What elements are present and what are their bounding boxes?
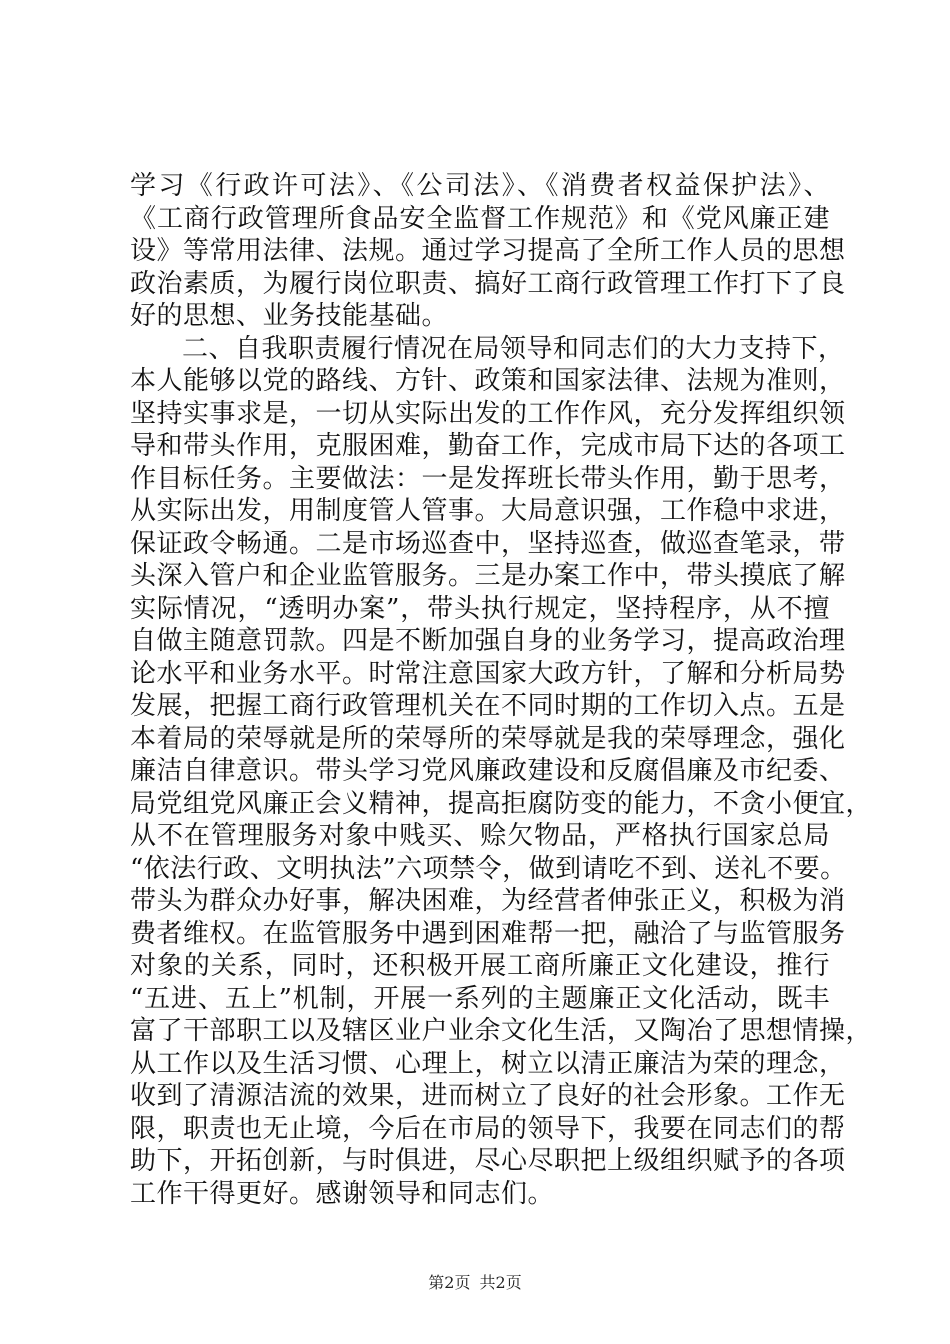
text-line: 学习《行政许可法》、《公司法》、《消费者权益保护法》、 — [130, 171, 830, 201]
text-line: 论水平和业务水平。时常注意国家大政方针，了解和分析局势 — [130, 658, 846, 689]
text-line: 发展，把握工商行政管理机关在不同时期的工作切入点。五是 — [130, 691, 846, 721]
text-line: 富了干部职工以及辖区业户业余文化生活，又陶冶了思想情操， — [130, 1016, 873, 1046]
text-line: 从不在管理服务对象中贱买、赊欠物品，严格执行国家总局 — [130, 821, 830, 851]
text-line: 局党组党风廉正会义精神，提高拒腐防变的能力，不贪小便宜， — [130, 788, 873, 819]
text-line: 自做主随意罚款。四是不断加强自身的业务学习，提高政治理 — [130, 626, 846, 656]
text-line: 从实际出发，用制度管人管事。大局意识强，工作稳中求进， — [130, 496, 846, 526]
text-line: 二、自我职责履行情况在局领导和同志们的大力支持下， — [182, 333, 845, 364]
text-line: 本人能够以党的路线、方针、政策和国家法律、法规为准则， — [130, 366, 846, 396]
text-line: “五进、五上”机制，开展一系列的主题廉正文化活动，既丰 — [130, 983, 830, 1014]
text-line: 带头为群众办好事，解决困难，为经营者伸张正义，积极为消 — [130, 886, 846, 916]
page-total: 共2页 — [479, 1273, 522, 1292]
text-line: 作目标任务。主要做法：一是发挥班长带头作用，勤于思考， — [130, 463, 846, 494]
text-line: 保证政令畅通。二是市场巡查中，坚持巡查，做巡查笔录，带 — [130, 528, 846, 559]
document-body — [130, 170, 873, 1210]
text-line: 工作干得更好。感谢领导和同志们。 — [130, 1178, 555, 1209]
text-line: 《工商行政管理所食品安全监督工作规范》和《党风廉正建 — [130, 203, 830, 234]
text-line: 导和带头作用，克服困难，勤奋工作，完成市局下达的各项工 — [130, 431, 846, 461]
text-line: 设》等常用法律、法规。通过学习提高了全所工作人员的思想 — [130, 236, 846, 266]
text-line: 头深入管户和企业监管服务。三是办案工作中，带头摸底了解 — [130, 561, 846, 591]
page-number: 第2页 — [428, 1273, 471, 1292]
text-line: 助下，开拓创新，与时俱进，尽心尽职把上级组织赋予的各项 — [130, 1146, 846, 1176]
text-line: 好的思想、业务技能基础。 — [130, 301, 449, 331]
text-line: 限，职责也无止境，今后在市局的领导下，我要在同志们的帮 — [130, 1113, 846, 1144]
text-line: 从工作以及生活习惯、心理上，树立以清正廉洁为荣的理念， — [130, 1048, 846, 1079]
text-line: “依法行政、文明执法”六项禁令，做到请吃不到、送礼不要。 — [130, 853, 847, 884]
text-line: 本着局的荣辱就是所的荣辱所的荣辱就是我的荣辱理念，强化 — [130, 723, 846, 754]
page-footer — [0, 1270, 950, 1293]
text-line: 收到了清源洁流的效果，进而树立了良好的社会形象。工作无 — [130, 1081, 846, 1111]
text-line: 对象的关系，同时，还积极开展工商所廉正文化建设，推行 — [130, 951, 830, 981]
text-line: 政治素质，为履行岗位职责、搞好工商行政管理工作打下了良 — [130, 268, 846, 299]
text-line: 费者维权。在监管服务中遇到困难帮一把，融洽了与监管服务 — [130, 918, 846, 949]
text-line: 实际情况，“透明办案”，带头执行规定，坚持程序，从不擅 — [130, 593, 830, 624]
text-line: 廉洁自律意识。带头学习党风廉政建设和反腐倡廉及市纪委、 — [130, 756, 846, 786]
text-line: 坚持实事求是，一切从实际出发的工作作风，充分发挥组织领 — [130, 398, 846, 429]
